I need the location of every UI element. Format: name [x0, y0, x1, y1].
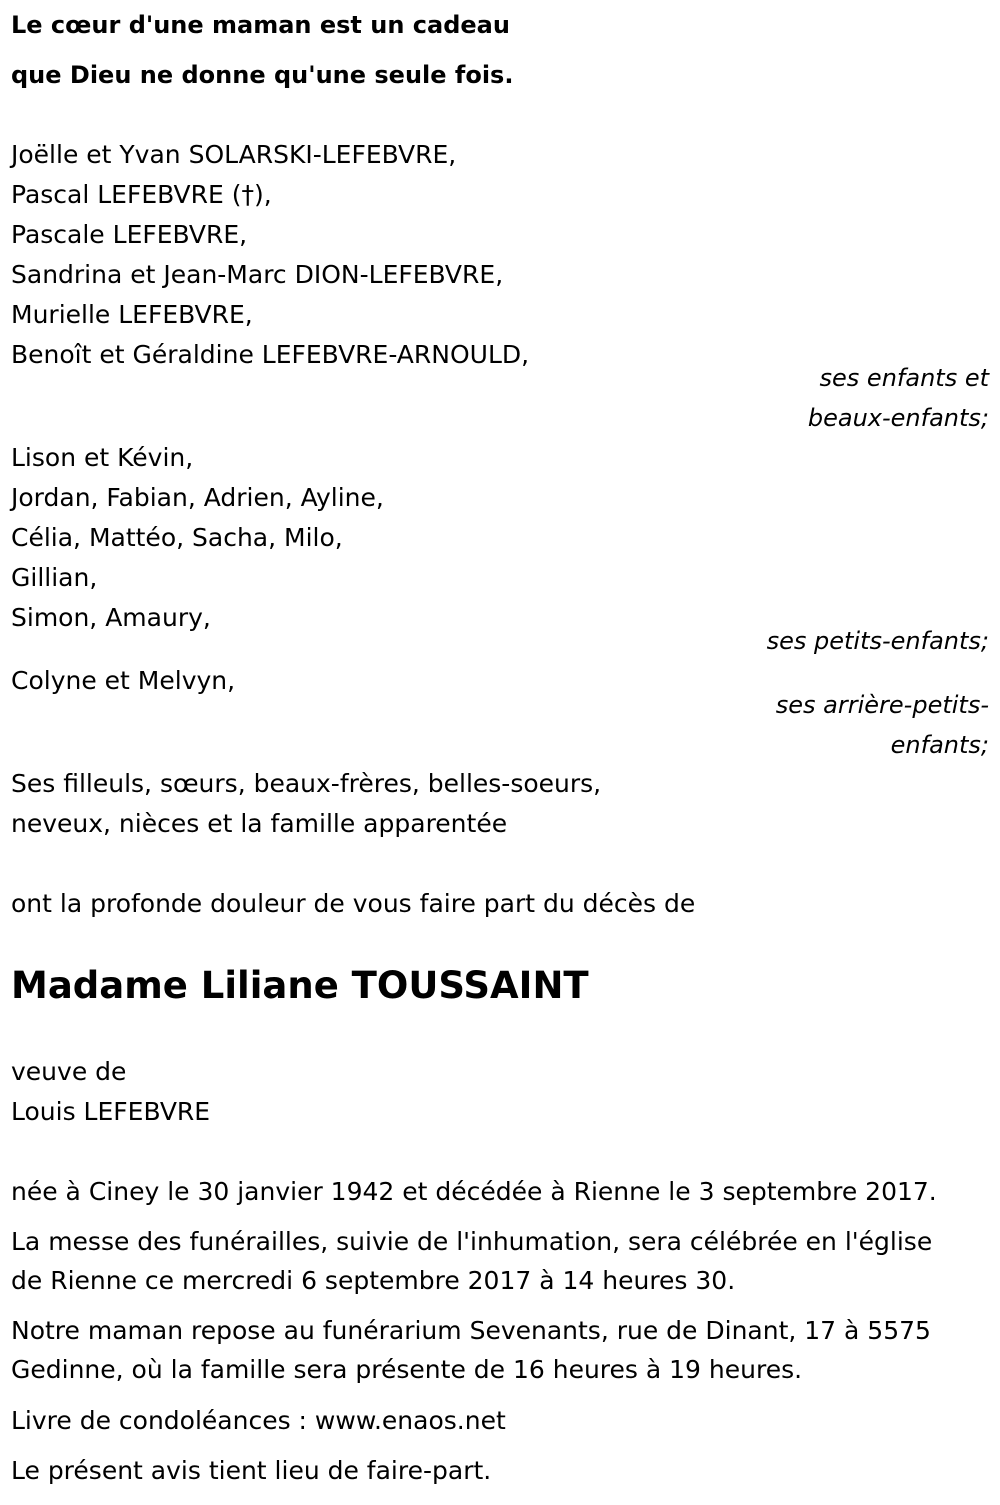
funeral-line-2: de Rienne ce mercredi 6 septembre 2017 à 14 heures 30. — [11, 1266, 736, 1295]
child-line: Sandrina et Jean-Marc DION-LEFEBVRE, — [11, 260, 504, 289]
condolences-line: Livre de condoléances : www.enaos.net — [11, 1406, 506, 1435]
announcement: ont la profonde douleur de vous faire part du décès de — [11, 889, 696, 918]
spouse-name: Louis LEFEBVRE — [11, 1097, 211, 1126]
deceased-name: Madame Liliane TOUSSAINT — [11, 964, 589, 1007]
repose-line-1: Notre maman repose au funérarium Sevenants, rue de Dinant, 17 à 5575 — [11, 1316, 931, 1345]
funeral-line-1: La messe des funérailles, suivie de l'inhumation, sera célébrée en l'église — [11, 1227, 933, 1256]
repose-line-2: Gedinne, où la famille sera présente de 16 heures à 19 heures. — [11, 1355, 803, 1384]
children-relation-line-1: ses enfants et — [819, 364, 989, 392]
grandchildren-relation: ses petits-enfants; — [766, 627, 989, 655]
great-grandchildren-relation-line-1: ses arrière-petits- — [775, 691, 989, 719]
epigraph-line-1: Le cœur d'une maman est un cadeau — [11, 11, 510, 39]
child-line: Pascal LEFEBVRE (†), — [11, 180, 272, 209]
child-line: Pascale LEFEBVRE, — [11, 220, 248, 249]
grandchild-line: Célia, Mattéo, Sacha, Milo, — [11, 523, 343, 552]
grandchild-line: Jordan, Fabian, Adrien, Ayline, — [11, 483, 384, 512]
grandchild-line: Simon, Amaury, — [11, 603, 211, 632]
children-relation-line-2: beaux-enfants; — [807, 404, 989, 432]
epigraph-line-2: que Dieu ne donne qu'une seule fois. — [11, 61, 514, 89]
child-line: Murielle LEFEBVRE, — [11, 300, 253, 329]
great-grandchildren-relation-line-2: enfants; — [890, 731, 989, 759]
others-line-2: neveux, nièces et la famille apparentée — [11, 809, 508, 838]
notice-line: Le présent avis tient lieu de faire-part. — [11, 1456, 492, 1485]
grandchild-line: Gillian, — [11, 563, 98, 592]
birth-death-line: née à Ciney le 30 janvier 1942 et décédée à Rienne le 3 septembre 2017. — [11, 1177, 937, 1206]
child-line: Joëlle et Yvan SOLARSKI-LEFEBVRE, — [11, 140, 457, 169]
grandchild-line: Lison et Kévin, — [11, 443, 194, 472]
great-grandchild-line: Colyne et Melvyn, — [11, 666, 236, 695]
child-line: Benoît et Géraldine LEFEBVRE-ARNOULD, — [11, 340, 530, 369]
widow-of-label: veuve de — [11, 1057, 127, 1086]
others-line-1: Ses filleuls, sœurs, beaux-frères, belles-soeurs, — [11, 769, 602, 798]
